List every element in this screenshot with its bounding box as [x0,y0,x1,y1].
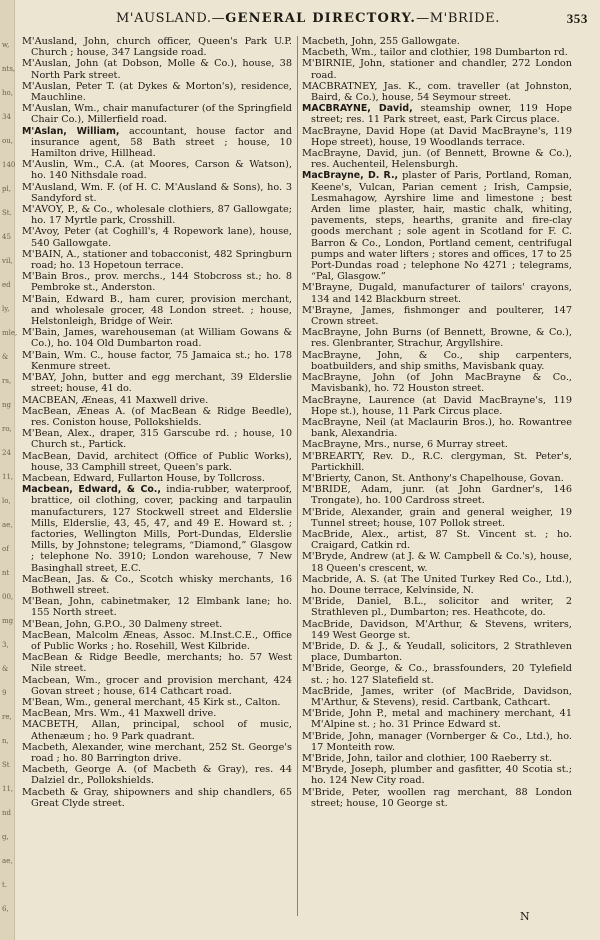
entry-text: steamship owner, 119 Hope street; res. 11 Park street, east, Park Circus place. [311,103,572,126]
directory-entry [302,686,572,708]
binding-fragment: of [2,545,9,553]
directory-entry [22,159,292,181]
entry-text: accountant, house factor and insurance agent, 58 Bath street ; house, 10 Hamilton drive, Hillhead. [31,125,292,160]
directory-entry [22,249,292,271]
binding-fragment: ly, [2,305,10,313]
running-head-left: M'AUSLAND. [116,11,212,26]
binding-fragment: 24 [2,449,11,457]
binding-fragment: 11, [2,785,14,793]
entry-text: M'Bride, George, & Co., brassfounders, 20 Tylefield st. ; ho. 127 Slatefield st. [302,663,572,686]
entry-text: MacBrayne, Neil (at Maclaurin Bros.), ho. Rowantree bank, Alexandria. [302,416,572,440]
entry-text: MacBean, Æneas A. (of MacBean & Ridge Beedle), res. Coniston house, Pollokshields. [22,405,292,428]
binding-fragment: t. [2,881,8,889]
directory-entry [22,675,292,697]
directory-entry [22,327,292,349]
directory-entry [22,406,292,428]
directory-entry [22,451,292,473]
entry-text: Macbeth, Wm., tailor and clothier, 198 Dumbarton rd. [302,47,568,59]
directory-entry [302,103,572,125]
directory-entry [22,182,292,204]
running-head-right: M'BRIDE. [429,11,500,26]
binding-gutter [0,0,18,940]
directory-entry [302,148,572,170]
entry-text: MacBean, Mrs. Wm., 41 Maxwell drive. [22,708,217,720]
directory-entry [22,126,292,160]
directory-entry [302,619,572,641]
entry-text: M'BREARTY, Rev. D., R.C. clergyman, St. Peter's, Partickhill. [302,450,572,473]
binding-fragment: 45 [2,233,11,241]
binding-fragment: 11, [2,473,14,481]
entry-text: MACBRATNEY, Jas. K., com. traveller (at Johnston, Baird, & Co.), house, 54 Seymour street. [302,80,572,104]
binding-fragment: ae, [2,521,13,529]
entry-text: MacBrayne, John (of John MacBrayne & Co., Mavisbank), ho. 72 Houston street. [302,372,572,395]
entry-text: MacBrayne, Laurence (at David MacBrayne's, 119 Hope st.), house, 11 Park Circus place. [302,394,572,417]
entry-text: M'Bride, Daniel, B.L., solicitor and writer, 2 Strathleven pl., Dumbarton; res. Heathcote, do. [302,596,572,619]
binding-fragment: ou, [2,137,13,145]
directory-entry [302,36,572,47]
running-head-title: GENERAL DIRECTORY. [225,11,417,26]
directory-entry [22,204,292,226]
binding-fragment: pl, [2,185,11,193]
directory-entry [302,395,572,417]
directory-entry [22,630,292,652]
directory-entry [22,428,292,450]
entry-text: M'Bain, Edward B., ham curer, provision merchant, and wholesale grocer, 48 London street. ; house, Helstonleigh, Bridge of Weir. [22,293,292,328]
entry-text: india-rubber, waterproof, brattice, oil clothing, cover, packing and tarpaulin manufacturers, 127 Stockwell street and Elderslie Mills, Elderslie, 43, 45, 47, and 49 E. Howard st. ; factories, Wellington Mills, Port-Dundas, Elderslie Mills, by Johnstone; telegrams, “Diamond,” Glasgow ; telephone No. 3910; London warehouse, 7 New Basinghall street, E.C. [31,484,292,574]
entry-name-bold: M'Aslan, William, [22,125,120,137]
entry-text: MACBETH, Allan, principal, school of music, Athenæum ; ho. 9 Park quadrant. [22,719,292,742]
column-divider [297,36,298,916]
entry-text: M'Bean, John, G.P.O., 30 Dalmeny street. [22,618,223,630]
entry-text: M'Bride, John, tailor and clothier, 100 Raeberry st. [302,753,552,764]
directory-entry [302,731,572,753]
entry-text: M'Brayne, James, fishmonger and poulterer, 147 Crown street. [302,304,572,328]
entry-text: MacBride, Alex., artist, 87 St. Vincent st. ; ho. Craigard, Catkin rd. [302,528,572,552]
entry-text: M'Bain, James, warehouseman (at William Gowans & Co.), ho. 104 Old Dumbarton road. [22,327,292,350]
directory-entry [22,350,292,372]
entry-text: Macbride, A. S. (at The United Turkey Red Co., Ltd.), ho. Doune terrace, Kelvinside, N. [302,573,572,596]
binding-fragment: ng [2,401,11,409]
directory-entry [302,787,572,809]
entry-text: M'BRIDE, Adam, junr. (at John Gardner's, 146 Trongate), ho. 100 Cardross street. [302,484,572,507]
binding-fragment: vil, [2,257,13,265]
entry-text: M'Bride, John P., metal and machinery merchant, 41 M'Alpine st. ; ho. 31 Prince Edward st. [302,708,572,731]
binding-fragment: & [2,353,9,361]
directory-entry [302,417,572,439]
directory-entry [22,787,292,809]
entry-text: Macbean, Edward, Fullarton House, by Tollcross. [22,472,265,484]
entry-text: M'BIRNIE, John, stationer and chandler, 272 London road. [302,58,572,81]
directory-entry [22,81,292,103]
directory-entry [302,663,572,685]
directory-entry [22,484,292,574]
binding-fragment: nt [2,569,10,577]
entry-text: Macbeth, Alexander, wine merchant, 252 St. George's road ; ho. 80 Barrington drive. [22,741,292,764]
signature-mark: N [520,910,530,923]
directory-entry [22,58,292,80]
directory-entry [302,282,572,304]
entry-text: MacBride, James, writer (of MacBride, Davidson, M'Arthur, & Stevens), resid. Cartbank, Cathcart. [302,685,572,708]
entry-text: plaster of Paris, Portland, Roman, Keene's, Vulcan, Parian cement ; Irish, Campsie, Lesmahagow, Ayrshire lime and limestone ; best Arden lime plaster, hair, mastic chalk, whiting, pavements, steps, hearths, granite and fire-clay goods merchant ; sole agent in Scotland for F. C. Barron & Co., London, Portland cement, centrifugal pumps and water lifters ; stores and offices, 17 to 25 Port-Dundas road ; telephone No 4271 ; telegrams, “Pal, Glasgow.” [311,170,572,283]
binding-fragment: rs, [2,377,12,385]
entry-name-bold: MacBrayne, D. R., [302,170,399,182]
directory-entry [22,103,292,125]
entry-text: M'Bean, Wm., general merchant, 45 Kirk st., Calton. [22,696,281,708]
entry-text: M'Ausland, John, church officer, Queen's Park U.P. Church ; house, 347 Langside road. [22,36,292,59]
directory-entry [302,753,572,764]
directory-entry [302,708,572,730]
binding-fragment: St [2,761,10,769]
binding-fragment: mg [2,617,14,625]
binding-fragment: 9 [2,689,7,697]
directory-entry [22,596,292,618]
binding-fragment: ho, [2,89,13,97]
directory-entry [22,36,292,58]
entry-text: MacBrayne, Mrs., nurse, 6 Murray street. [302,439,508,451]
entry-text: Macbeth & Gray, shipowners and ship chandlers, 65 Great Clyde street. [22,786,292,809]
directory-entry [302,47,572,58]
binding-fragment: nd [2,809,11,817]
entry-text: MacBean, David, architect (Office of Public Works), house, 33 Camphill street, Queen's park. [22,450,292,473]
entry-text: M'Ausland, Wm. F. (of H. C. M'Ausland & Sons), ho. 3 Sandyford st. [22,181,292,204]
directory-entry [22,574,292,596]
directory-entry [302,170,572,282]
directory-entry [302,507,572,529]
entry-text: M'Brierty, Canon, St. Anthony's Chapelhouse, Govan. [302,472,564,484]
directory-entry [22,742,292,764]
binding-fragment: 6, [2,905,9,913]
directory-entry [22,697,292,708]
directory-entry [22,271,292,293]
entry-text: M'Brayne, Dugald, manufacturer of tailors' crayons, 134 and 142 Blackburn street. [302,282,572,305]
directory-entry [22,395,292,406]
entry-text: MacBean, Jas. & Co., Scotch whisky merchants, 16 Bothwell street. [22,573,292,596]
binding-fragment: 34 [2,113,11,121]
directory-entry [302,551,572,573]
directory-entry [302,484,572,506]
page-number: 353 [566,11,588,26]
page-header [22,11,594,31]
directory-entry [302,327,572,349]
entry-text: M'Bain, Wm. C., house factor, 75 Jamaica st.; ho. 178 Kenmure street. [22,349,292,372]
entry-text: M'Auslan, Peter T. (at Dykes & Morton's), residence, Mauchline. [22,80,292,104]
entry-text: M'Auslan, John (at Dobson, Molle & Co.), house, 38 North Park street. [22,58,292,81]
running-head: M'AUSLAND.—GENERAL DIRECTORY.—M'BRIDE. [116,11,500,26]
binding-fragment: ae, [2,857,13,865]
entry-text: MacBean, Malcolm Æneas, Assoc. M.Inst.C.E., Office of Public Works ; ho. Rosehill, West Kilbride. [22,629,292,652]
directory-entry [302,439,572,450]
directory-entry [22,764,292,786]
directory-entry [22,372,292,394]
entry-text: Macbeth, George A. (of Macbeth & Gray), res. 44 Dalziel dr., Pollokshields. [22,764,292,787]
entry-text: M'Bean, John, cabinetmaker, 12 Elmbank lane; ho. 155 North street. [22,596,292,619]
entry-text: M'Bride, John, manager (Vornberger & Co., Ltd.), ho. 17 Monteith row. [302,730,572,753]
entry-text: M'BAIN, A., stationer and tobacconist, 482 Springburn road; ho. 13 Hopetoun terrace. [22,248,292,272]
right-column [302,36,572,916]
binding-fragment: St. [2,209,12,217]
entry-text: M'Avoy, Peter (at Coghill's, 4 Ropework lane), house, 540 Gallowgate. [22,226,292,249]
entry-text: M'Bride, Alexander, grain and general weigher, 19 Tunnel street; house, 107 Pollok street. [302,506,572,529]
binding-fragment: nts, [2,65,16,73]
entry-name-bold: MACBRAYNE, David, [302,103,413,115]
entry-text: Macbeth, John, 255 Gallowgate. [302,36,460,47]
directory-entry [22,652,292,674]
entry-text: MacBrayne, John, & Co., ship carpenters, boatbuilders, and ship smiths, Mavisbank quay. [302,349,572,372]
binding-fragment: & [2,665,9,673]
entry-text: M'Auslin, Wm., C.A. (at Moores, Carson & Watson), ho. 140 Nithsdale road. [22,159,292,182]
directory-entry [302,350,572,372]
directory-entry [302,529,572,551]
entry-text: M'Bride, Peter, woollen rag merchant, 88 London street; house, 10 George st. [302,786,572,809]
entry-text: M'Bride, D. & J., & Yeudall, solicitors, 2 Strathleven place, Dumbarton. [302,640,572,664]
directory-entry [302,372,572,394]
binding-fragment: ro, [2,425,12,433]
directory-entry [302,305,572,327]
entry-text: M'Bryde, Joseph, plumber and gasfitter, 40 Scotia st.; ho. 124 New City road. [302,764,572,787]
binding-fragment: lo, [2,497,11,505]
directory-entry [302,764,572,786]
binding-fragment: 3, [2,641,9,649]
left-column [22,36,292,916]
binding-fragment: 00, [2,593,14,601]
directory-entry [22,708,292,719]
entry-text: M'Bain Bros., prov. merchs., 144 Stobcross st.; ho. 8 Pembroke st., Anderston. [22,271,292,294]
binding-fragment: g, [2,833,9,841]
binding-fragment: ed [2,281,11,289]
entry-name-bold: Macbean, Edward, & Co., [22,484,161,496]
binding-fragment: n, [2,737,9,745]
directory-entry [22,619,292,630]
directory-entry [302,126,572,148]
directory-entry [302,451,572,473]
entry-text: Macbean, Wm., grocer and provision merchant, 424 Govan street ; house, 614 Cathcart road. [22,674,292,697]
directory-entry [302,641,572,663]
directory-entry [22,226,292,248]
directory-entry [302,473,572,484]
directory-entry [302,58,572,80]
entry-text: MacBride, Davidson, M'Arthur, & Stevens, writers, 149 West George st. [302,618,572,641]
binding-fragment: re, [2,713,12,721]
entry-text: M'Bryde, Andrew (at J. & W. Campbell & Co.'s), house, 18 Queen's crescent, w. [302,551,572,574]
entry-text: M'AVOY, P., & Co., wholesale clothiers, 87 Gallowgate; ho. 17 Myrtle park, Crosshill. [22,204,292,227]
binding-fragment: mle, [2,329,18,337]
binding-fragment: 140 [2,161,16,169]
binding-fragment: w, [2,41,10,49]
directory-entry [302,574,572,596]
directory-entry [302,81,572,103]
entry-text: M'BAY, John, butter and egg merchant, 39 Elderslie street; house, 41 do. [22,372,292,395]
directory-entry [22,294,292,328]
directory-entry [22,719,292,741]
entry-text: MacBean & Ridge Beedle, merchants; ho. 57 West Nile street. [22,652,292,675]
entry-text: M'Auslan, Wm., chair manufacturer (of the Springfield Chair Co.), Millerfield road. [22,103,292,126]
directory-entry [22,473,292,484]
entry-text: MacBrayne, David Hope (at David MacBrayne's, 119 Hope street), house, 19 Woodlands terrace. [302,125,572,148]
entry-text: MacBrayne, John Burns (of Bennett, Browne, & Co.), res. Glenbranter, Strachur, Argyllshire. [302,327,572,350]
entry-text: M'Bean, Alex., draper, 315 Garscube rd. ; house, 10 Church st., Partick. [22,428,292,451]
directory-entry [302,596,572,618]
entry-text: MACBEAN, Æneas, 41 Maxwell drive. [22,394,209,406]
entry-text: MacBrayne, David, jun. (of Bennett, Browne & Co.), res. Auchenteil, Helensburgh. [302,148,572,171]
